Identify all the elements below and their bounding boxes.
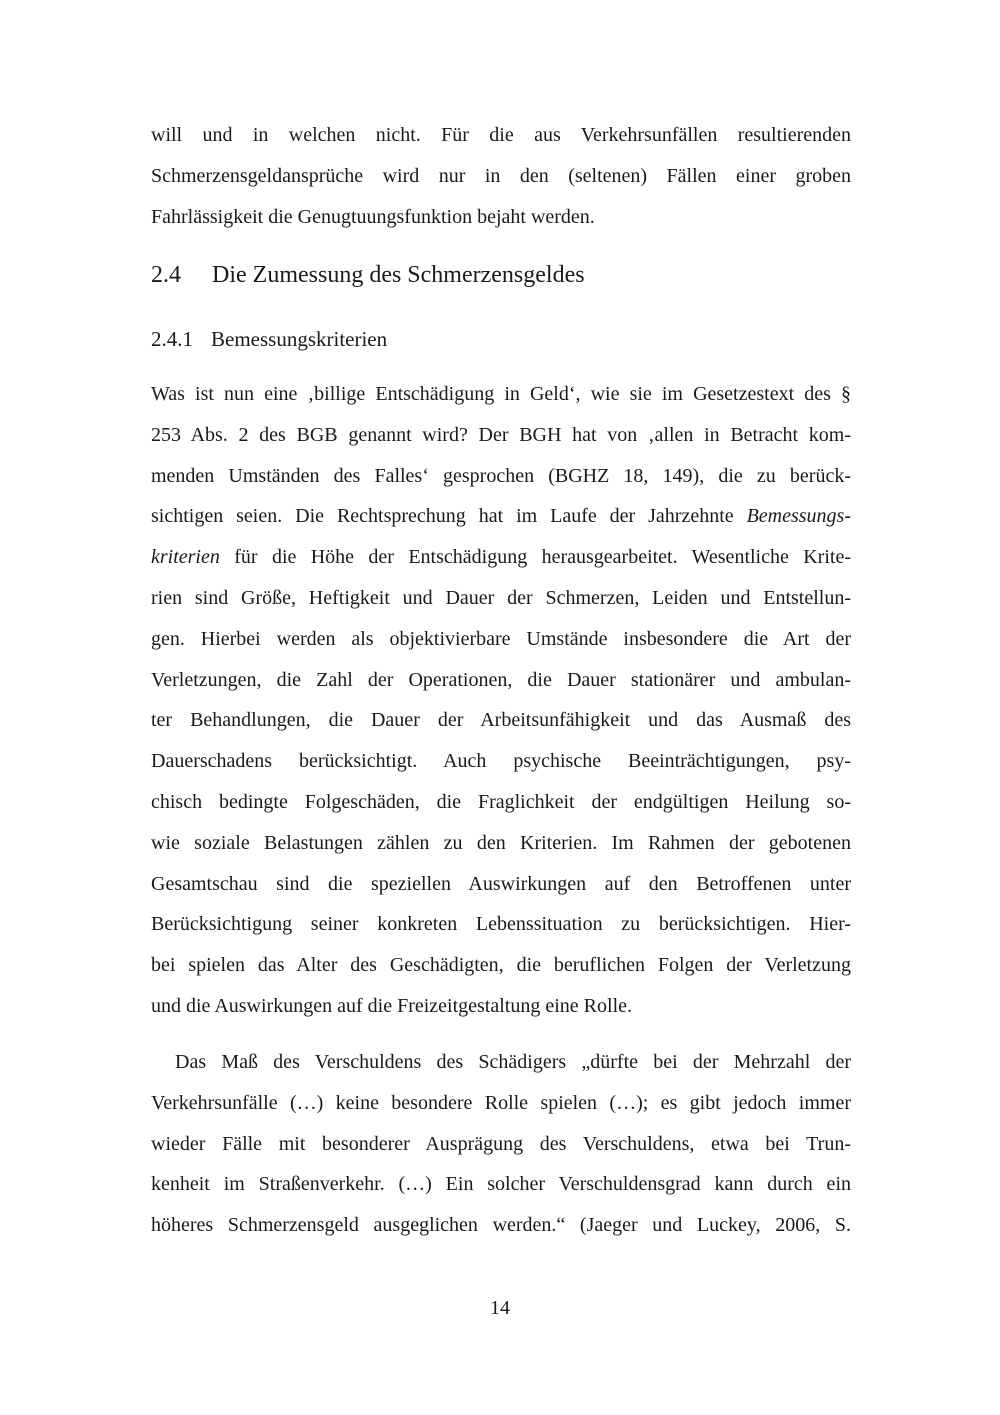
text-line: Gesamtschau sind die speziellen Auswirkungen auf den Betroffenen unter — [151, 872, 851, 895]
italic-term: kriterien — [151, 546, 220, 569]
text-line: chisch bedingte Folgeschäden, die Fraglichkeit der endgültigen Heilung so- — [151, 790, 851, 813]
text-line: Berücksichtigung seiner konkreten Lebenssituation zu berücksichtigen. Hier- — [151, 913, 851, 936]
text-line: will und in welchen nicht. Für die aus Verkehrsunfällen resultierenden — [151, 124, 851, 146]
text-line-with-italic — [151, 496, 851, 537]
text-line: Fahrlässigkeit die Genugtuungsfunktion bejaht werden. — [151, 205, 595, 228]
text-line: höheres Schmerzensgeld ausgeglichen werden.“ (Jaeger und Luckey, 2006, S. — [151, 1214, 851, 1237]
text-line: kenheit im Straßenverkehr. (…) Ein solcher Verschuldensgrad kann durch ein — [151, 1173, 851, 1196]
text-line: Verkehrsunfälle (…) keine besondere Rolle spielen (…); es gibt jedoch immer — [151, 1091, 851, 1114]
paragraph-intro — [151, 115, 851, 237]
text-line: Dauerschadens berücksichtigt. Auch psychische Beeinträchtigungen, psy- — [151, 750, 851, 773]
text-line: und die Auswirkungen auf die Freizeitgestaltung eine Rolle. — [151, 994, 632, 1017]
subsection-number: 2.4.1 — [151, 327, 193, 351]
paragraph-criteria — [151, 374, 851, 1027]
italic-term: Bemessungs- — [746, 505, 851, 528]
text-line: wie soziale Belastungen zählen zu den Kriterien. Im Rahmen der gebotenen — [151, 831, 851, 854]
text-line: bei spielen das Alter des Geschädigten, die beruflichen Folgen der Verletzung — [151, 954, 851, 977]
section-number: 2.4 — [151, 262, 181, 288]
text-line: menden Umständen des Falles‘ gesprochen (BGHZ 18, 149), die zu berück- — [151, 464, 851, 487]
text-line-with-italic — [151, 537, 851, 578]
text-line: wieder Fälle mit besonderer Ausprägung des Verschuldens, etwa bei Trun- — [151, 1132, 851, 1155]
text-line: Das Maß des Verschuldens des Schädigers „dürfte bei der Mehrzahl der — [175, 1051, 851, 1073]
text-line: gen. Hierbei werden als objektivierbare Umstände insbesondere die Art der — [151, 627, 851, 650]
subsection-heading — [151, 327, 387, 352]
subsection-title: Bemessungskriterien — [211, 327, 388, 351]
text-fragment: für die Höhe der Entschädigung herausgearbeitet. Wesentliche Krite- — [219, 546, 851, 569]
text-line: Schmerzensgeldansprüche wird nur in den (seltenen) Fällen einer groben — [151, 164, 851, 187]
text-line: 253 Abs. 2 des BGB genannt wird? Der BGH hat von ‚allen in Betracht kom- — [151, 423, 851, 446]
text-line: Was ist nun eine ‚billige Entschädigung in Geld‘, wie sie im Gesetzestext des § — [151, 383, 851, 405]
page-number: 14 — [490, 1297, 510, 1319]
paragraph-quote — [151, 1042, 851, 1246]
text-line: rien sind Größe, Heftigkeit und Dauer der Schmerzen, Leiden und Entstellun- — [151, 586, 851, 609]
text-fragment: sichtigen seien. Die Rechtsprechung hat im Laufe der Jahrzehnte — [151, 505, 747, 528]
section-title: Die Zumessung des Schmerzensgeldes — [212, 262, 585, 288]
text-line: Verletzungen, die Zahl der Operationen, die Dauer stationärer und ambulan- — [151, 668, 851, 691]
text-line: ter Behandlungen, die Dauer der Arbeitsunfähigkeit und das Ausmaß des — [151, 709, 851, 732]
section-heading — [151, 262, 585, 289]
